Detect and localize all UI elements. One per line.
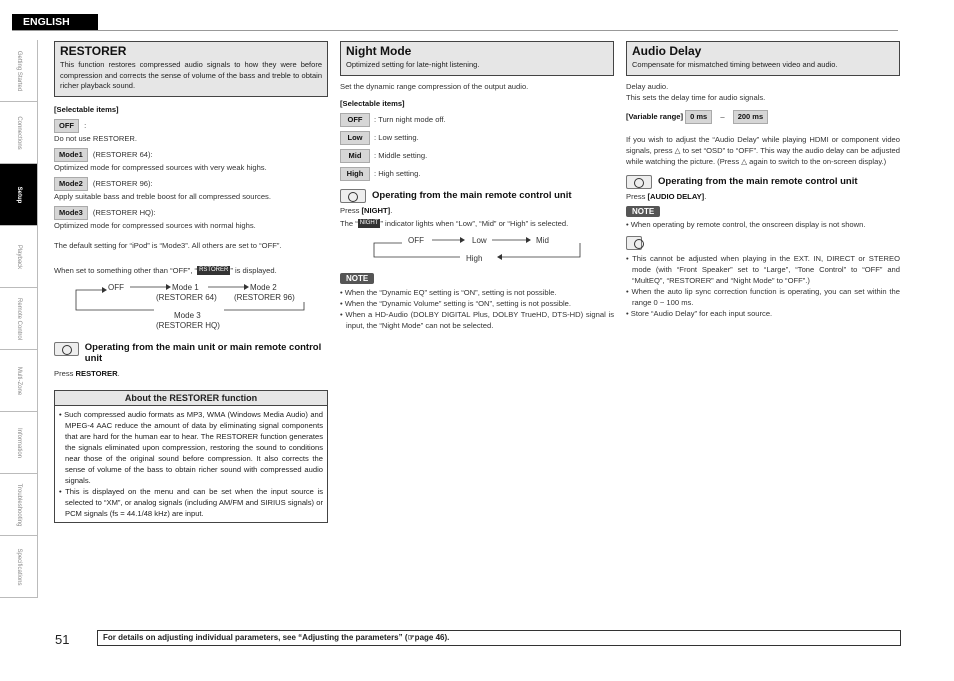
side-tab-label: Remote Control bbox=[15, 297, 22, 340]
night-item-chip: OFF bbox=[340, 113, 370, 127]
side-tab-information[interactable] bbox=[0, 412, 38, 474]
night-indicator: NIGHT bbox=[359, 220, 379, 226]
delay-notes bbox=[626, 219, 900, 230]
side-tab-remote-control[interactable] bbox=[0, 288, 38, 350]
restorer-selectable-label: [Selectable items] bbox=[54, 104, 119, 114]
delay-intro2: This sets the delay time for audio signals. bbox=[626, 92, 766, 102]
press-text: Press bbox=[626, 191, 648, 201]
night-item-desc: : Low setting. bbox=[374, 132, 419, 142]
range-max: 200 ms bbox=[733, 110, 768, 124]
restorer-title: RESTORER bbox=[60, 44, 127, 58]
header-rule bbox=[12, 30, 898, 31]
delay-intro1: Delay audio. bbox=[626, 81, 669, 91]
side-tab-label: Multi-Zone bbox=[15, 366, 22, 395]
cycle-off: OFF bbox=[408, 235, 424, 245]
restorer-about-box bbox=[54, 390, 328, 523]
side-tab-specifications[interactable] bbox=[0, 536, 38, 598]
night-notes bbox=[340, 287, 614, 331]
restorer-default-text: The default setting for “iPod” is “Mode3”. All others are set to “OFF”. bbox=[54, 240, 282, 250]
delay-memo-item: • When the auto lip sync correction function is operating, you can set within the range 0 ~ 100 ms. bbox=[626, 286, 900, 307]
note-label: NOTE bbox=[340, 273, 374, 284]
side-tab-connections[interactable] bbox=[0, 102, 38, 164]
restorer-cycle-diagram bbox=[54, 280, 328, 332]
range-sep: – bbox=[720, 111, 725, 121]
cycle-high: High bbox=[466, 253, 483, 263]
night-operation bbox=[340, 189, 614, 203]
delay-hdmi-text: If you wish to adjust the “Audio Delay” while playing HDMI or component video signals, press △ to set “OSD” to “OFF”. This way the audio delay can be adjusted while watching the picture. (Press △ again to switch to the on-screen display.) bbox=[626, 134, 900, 166]
delay-op-title: Operating from the main remote control unit bbox=[658, 176, 858, 187]
remote-icon bbox=[54, 342, 79, 356]
about-bullet: • This is displayed on the menu and can be set when the input source is selected to “XM”, or analog signals (including AM/FM and SIRIUS signals) or PCM signals (fs = 44.1/48 kHz) are input. bbox=[59, 486, 323, 518]
night-op-title: Operating from the main remote control unit bbox=[372, 190, 572, 201]
restorer-item-chip: Mode1 bbox=[54, 148, 88, 162]
restorer-item-desc: Do not use RESTORER. bbox=[54, 133, 138, 143]
restorer-indicator-post: ” is displayed. bbox=[230, 265, 277, 275]
delay-section bbox=[626, 41, 900, 319]
delay-desc: Compensate for mismatched timing between video and audio. bbox=[632, 60, 838, 69]
cycle-mode3-sub: (RESTORER HQ) bbox=[156, 320, 220, 330]
delay-key: [AUDIO DELAY] bbox=[647, 191, 705, 201]
cycle-low: Low bbox=[472, 235, 487, 245]
side-tab-label: Information bbox=[15, 427, 22, 458]
delay-op-press: Press [AUDIO DELAY]. bbox=[626, 191, 707, 201]
cycle-mid: Mid bbox=[536, 235, 549, 245]
note-label: NOTE bbox=[626, 206, 660, 217]
restorer-item-desc: Apply suitable bass and treble boost for all compressed sources. bbox=[54, 191, 271, 201]
restorer-item-suffix: (RESTORER 64): bbox=[90, 149, 153, 159]
language-label: ENGLISH bbox=[12, 14, 98, 31]
cycle-off: OFF bbox=[108, 282, 124, 292]
remote-icon bbox=[626, 175, 652, 189]
restorer-item bbox=[54, 206, 328, 220]
night-item-chip: Mid bbox=[340, 149, 370, 163]
night-key: [NIGHT] bbox=[361, 205, 391, 215]
night-section bbox=[340, 41, 614, 331]
restorer-section bbox=[54, 41, 328, 523]
night-title: Night Mode bbox=[346, 44, 412, 58]
delay-range bbox=[626, 110, 900, 124]
restorer-item bbox=[54, 177, 328, 191]
cycle-mode3: Mode 3 bbox=[174, 310, 201, 320]
night-item-desc: : High setting. bbox=[374, 168, 421, 178]
night-item bbox=[340, 113, 614, 127]
restorer-item-desc: Optimized mode for compressed sources with very weak highs. bbox=[54, 162, 267, 172]
side-tab-troubleshooting[interactable] bbox=[0, 474, 38, 536]
night-op-press: Press [NIGHT]. bbox=[340, 205, 393, 215]
restorer-item bbox=[54, 119, 328, 133]
footer-note: For details on adjusting individual parameters, see “Adjusting the parameters” (☞page 46). bbox=[97, 630, 901, 646]
night-selectable-label: [Selectable items] bbox=[340, 98, 405, 108]
night-item-desc: : Turn night mode off. bbox=[374, 114, 446, 124]
delay-memo bbox=[626, 253, 900, 319]
cycle-mode1: Mode 1 bbox=[172, 282, 199, 292]
side-tab-label: Setup bbox=[15, 186, 22, 203]
restorer-op-title: Operating from the main unit or main remote control unit bbox=[84, 341, 322, 364]
restorer-item-chip: OFF bbox=[54, 119, 79, 133]
restorer-desc: This function restores compressed audio signals to how they were before compression and corrects the sense of volume of the bass and treble to obtain richer playback sound. bbox=[60, 60, 322, 90]
restorer-header bbox=[54, 41, 328, 97]
restorer-items bbox=[54, 119, 328, 231]
night-header bbox=[340, 41, 614, 76]
night-items bbox=[340, 113, 614, 181]
about-bullet: • Such compressed audio formats as MP3, WMA (Windows Media Audio) and MPEG-4 AAC reduce the amount of data by eliminating signal components that are hard for the human ear to hear. The RESTORER function generates the signals eliminated upon compression, restoring the sound to conditions near those of the original sound before compression. It also corrects the sense of volume of the bass to obtain richer sound with compressed audio signals. bbox=[59, 409, 323, 485]
night-note: • When the “Dynamic Volume” setting is “ON”, setting is not possible. bbox=[340, 298, 571, 308]
restorer-item-suffix: (RESTORER HQ): bbox=[90, 207, 156, 217]
delay-header bbox=[626, 41, 900, 76]
press-text: Press bbox=[54, 368, 76, 378]
night-indicator-text bbox=[340, 218, 614, 229]
side-tab-label: Troubleshooting bbox=[15, 483, 22, 526]
night-note: • When the “Dynamic EQ” setting is “ON”, setting is not possible. bbox=[340, 287, 557, 297]
restorer-item-suffix: (RESTORER 96): bbox=[90, 178, 153, 188]
press-text: Press bbox=[340, 205, 362, 215]
delay-memo-item: • This cannot be adjusted when playing in the EXT. IN, DIRECT or STEREO mode (with “Front Speaker” set to “Large”, “Tone Control” to “OFF” and “MultEQ”, “RESTORER” and “Night Mode” to “OFF”.) bbox=[626, 253, 900, 285]
side-tab-label: Getting Started bbox=[15, 50, 22, 91]
night-item bbox=[340, 149, 614, 163]
night-indicator-pre: The “ bbox=[340, 218, 358, 228]
delay-title: Audio Delay bbox=[632, 44, 702, 58]
delay-note-label-wrap bbox=[626, 206, 900, 217]
delay-operation bbox=[626, 175, 900, 189]
night-cycle-diagram bbox=[340, 233, 614, 265]
delay-note: • When operating by remote control, the onscreen display is not shown. bbox=[626, 219, 866, 229]
page-number: 51 bbox=[55, 632, 70, 647]
restorer-item-desc: Optimized mode for compressed sources with normal highs. bbox=[54, 220, 256, 230]
restorer-item-chip: Mode3 bbox=[54, 206, 88, 220]
side-tab-multi-zone[interactable] bbox=[0, 350, 38, 412]
side-tab-setup[interactable] bbox=[0, 164, 38, 226]
night-item bbox=[340, 167, 614, 181]
side-tabs bbox=[0, 40, 38, 598]
restorer-about-body bbox=[55, 406, 327, 522]
side-tab-label: Playback bbox=[15, 244, 22, 269]
memo-icon-wrap bbox=[626, 236, 900, 250]
restorer-indicator: RSTORER bbox=[199, 267, 229, 273]
night-desc: Optimized setting for late-night listening. bbox=[346, 60, 480, 69]
range-label: [Variable range] bbox=[626, 111, 683, 121]
restorer-key: RESTORER bbox=[75, 368, 118, 378]
night-note-label-wrap bbox=[340, 273, 614, 284]
restorer-operation bbox=[54, 342, 328, 364]
remote-icon bbox=[340, 189, 366, 203]
restorer-indicator-text bbox=[54, 265, 328, 276]
night-item-desc: : Middle setting. bbox=[374, 150, 428, 160]
delay-memo-item: • Store “Audio Delay” for each input source. bbox=[626, 308, 773, 318]
night-indicator-post: ” indicator lights when “Low”, “Mid” or “High” is selected. bbox=[380, 218, 569, 228]
side-tab-getting-started[interactable] bbox=[0, 40, 38, 102]
range-min: 0 ms bbox=[685, 110, 712, 124]
night-item-chip: Low bbox=[340, 131, 370, 145]
restorer-op-press: Press RESTORER. bbox=[54, 368, 120, 378]
restorer-about-title: About the RESTORER function bbox=[55, 391, 327, 406]
night-item bbox=[340, 131, 614, 145]
night-intro: Set the dynamic range compression of the output audio. bbox=[340, 81, 529, 91]
restorer-item-chip: Mode2 bbox=[54, 177, 88, 191]
side-tab-label: Specifications bbox=[15, 547, 22, 586]
night-item-chip: High bbox=[340, 167, 370, 181]
memo-pencil-icon bbox=[626, 236, 642, 250]
restorer-item-suffix: : bbox=[82, 120, 87, 130]
restorer-indicator-pre: When set to something other than “OFF”, “ bbox=[54, 265, 198, 275]
side-tab-playback[interactable] bbox=[0, 226, 38, 288]
cycle-mode2: Mode 2 bbox=[250, 282, 277, 292]
cycle-mode2-sub: (RESTORER 96) bbox=[234, 292, 295, 302]
restorer-item bbox=[54, 148, 328, 162]
night-note: • When a HD-Audio (DOLBY DIGITAL Plus, DOLBY TrueHD, DTS-HD) signal is input, the “Night Mode” can not be selected. bbox=[340, 309, 614, 330]
side-tab-label: Connections bbox=[15, 115, 22, 150]
cycle-mode1-sub: (RESTORER 64) bbox=[156, 292, 217, 302]
